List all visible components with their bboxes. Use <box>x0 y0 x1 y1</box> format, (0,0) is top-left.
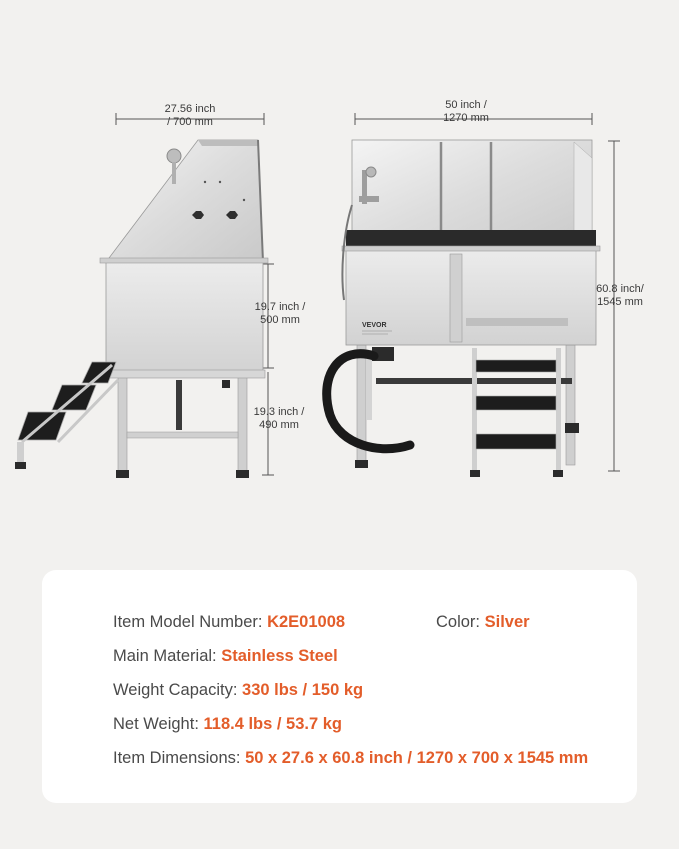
leg-height-dimension-label: 19.3 inch / 490 mm <box>253 406 305 431</box>
spec-row-color <box>436 612 530 632</box>
spec-label: Net Weight: <box>113 715 199 733</box>
spec-value: 50 x 27.6 x 60.8 inch / 1270 x 700 x 1545 mm <box>245 749 589 767</box>
spec-value: Silver <box>484 613 530 631</box>
front-view-tub <box>327 140 600 477</box>
spec-value: Stainless Steel <box>221 647 338 665</box>
spec-value: 330 lbs / 150 kg <box>242 681 364 699</box>
side-view-tub <box>100 140 268 478</box>
spec-row-item-dimensions <box>113 748 588 768</box>
brand-mark: VEVOR <box>362 322 387 329</box>
spec-label: Main Material: <box>113 647 217 665</box>
tub-height-dimension-label: 19.7 inch / 500 mm <box>254 301 306 326</box>
spec-label: Item Dimensions: <box>113 749 241 767</box>
spec-row-capacity <box>113 680 363 700</box>
spec-label: Weight Capacity: <box>113 681 238 699</box>
side-view-steps <box>15 362 118 469</box>
width-dimension-label: 50 inch / 1270 mm <box>443 99 489 124</box>
spec-value: 118.4 lbs / 53.7 kg <box>203 715 343 733</box>
spec-row-net-weight <box>113 714 342 734</box>
spec-row-material <box>113 646 338 666</box>
spec-value: K2E01008 <box>267 613 346 631</box>
spec-row-model <box>113 612 345 632</box>
specs-card <box>42 570 637 803</box>
height-dimension-label: 60.8 inch/ 1545 mm <box>596 283 644 308</box>
spec-label: Color: <box>436 613 481 631</box>
depth-dimension-label: 27.56 inch / 700 mm <box>164 103 216 128</box>
spec-label: Item Model Number: <box>113 613 263 631</box>
